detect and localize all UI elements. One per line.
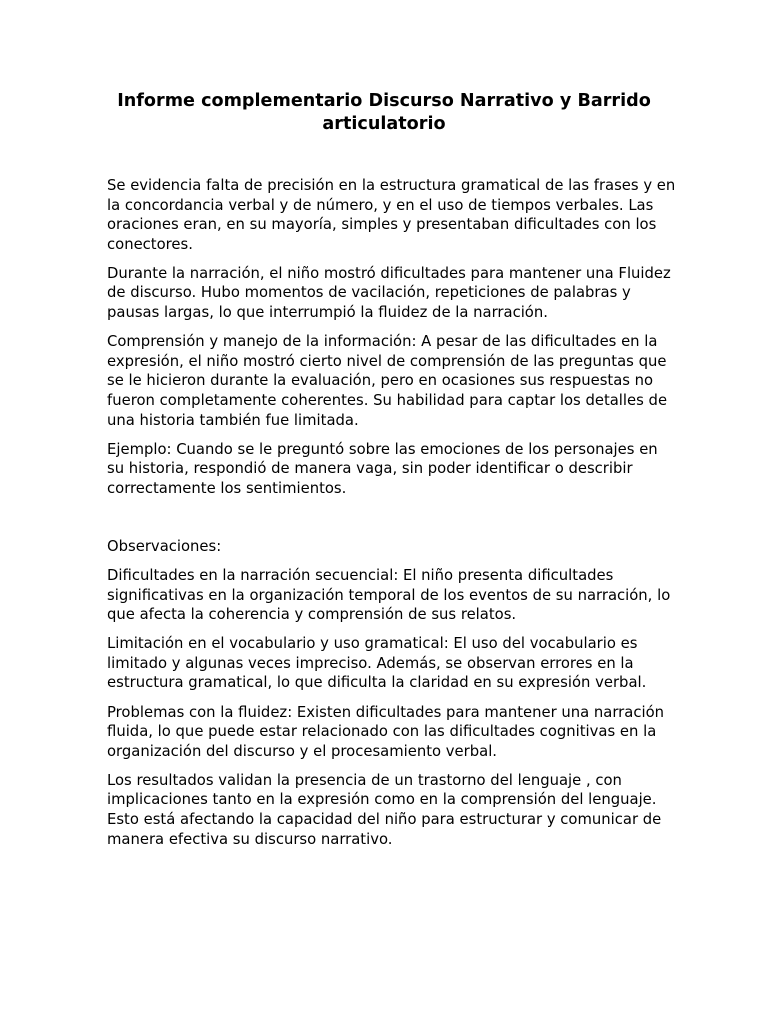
paragraph-comprehension: Comprensión y manejo de la información: A pesar de las dificultades en la expresión, el niño mostró cierto nivel de comprensión de las preguntas que se le hicieron durante la evaluación, pero en ocasiones sus respuestas no fueron completamente coherentes. Su habilidad para captar los detalles de una historia también fue limitada. bbox=[107, 333, 668, 429]
observation-sequential-narration: Dificultades en la narración secuencial: El niño presenta dificultades significativas en la organización temporal de los eventos de su narración, lo que afecta la coherencia y comprensión de sus relatos. bbox=[107, 567, 671, 624]
conclusion-paragraph: Los resultados validan la presencia de un trastorno del lenguaje , con implicaciones tanto en la expresión como en la comprensión del lenguaje. Esto está afectando la capacidad del niño para estructurar y comunicar de manera efectiva su discurso narrativo. bbox=[107, 771, 662, 848]
document-title: Informe complementario Discurso Narrativo y Barrido articulatorio bbox=[117, 91, 651, 134]
paragraph-fluency: Durante la narración, el niño mostró dificultades para mantener una Fluidez de discurso. Hubo momentos de vacilación, repeticiones de palabras y pausas largas, lo que interrumpió la fluidez de la narración. bbox=[107, 264, 671, 322]
paragraph-example: Ejemplo: Cuando se le preguntó sobre las emociones de los personajes en su historia, respondió de manera vaga, sin poder identificar o describir correctamente los sentimientos. bbox=[107, 440, 658, 497]
observation-fluency: Problemas con la fluidez: Existen dificultades para mantener una narración fluida, lo que puede estar relacionado con las dificultades cognitivas en la organización del discurso y el procesamiento verbal. bbox=[107, 703, 664, 760]
observations-heading: Observaciones: bbox=[107, 537, 222, 555]
observation-vocabulary: Limitación en el vocabulario y uso gramatical: El uso del vocabulario es limitado y algunas veces impreciso. Además, se observan errores en la estructura gramatical, lo que dificulta la claridad en su expresión verbal. bbox=[107, 635, 647, 692]
paragraph-grammar: Se evidencia falta de precisión en la estructura gramatical de las frases y en la concordancia verbal y de número, y en el uso de tiempos verbales. Las oraciones eran, en su mayoría, simples y presentaban dificultades con los conectores. bbox=[107, 177, 676, 253]
document-body bbox=[107, 176, 677, 859]
section-spacer bbox=[107, 508, 677, 537]
